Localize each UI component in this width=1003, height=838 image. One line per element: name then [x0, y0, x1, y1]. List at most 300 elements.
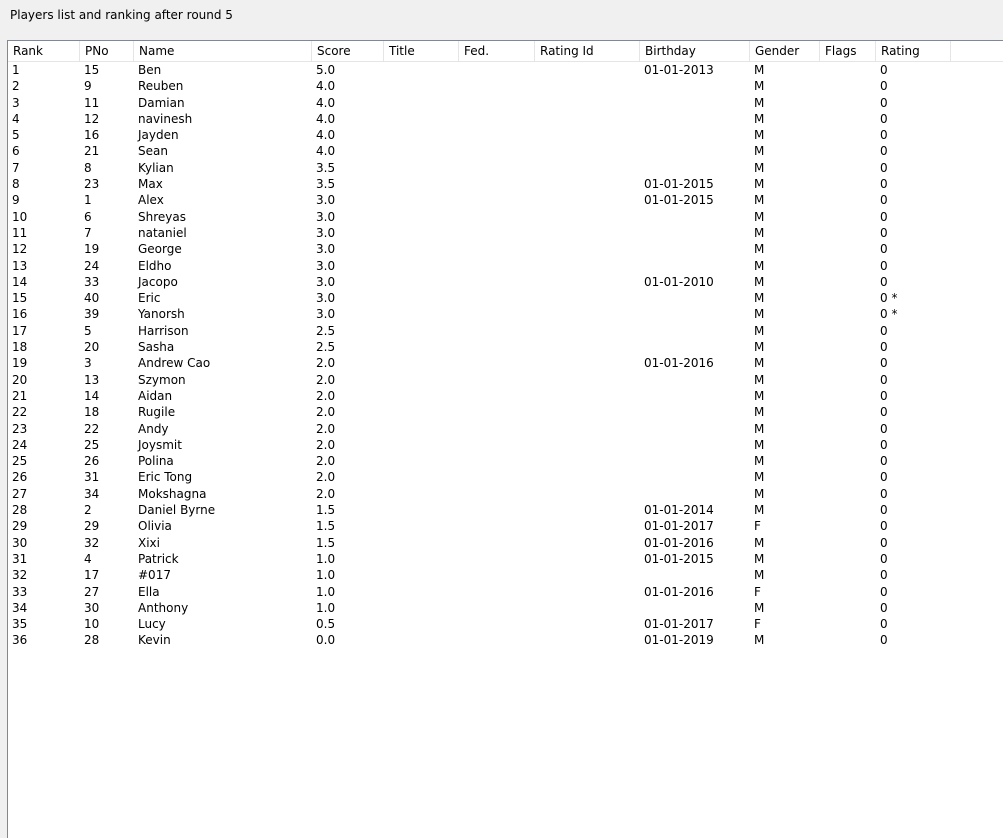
cell-pno: 25: [84, 437, 100, 452]
cell-gender: M: [754, 79, 765, 94]
cell-title: [384, 209, 459, 225]
cell-fed: [459, 632, 535, 648]
cell-gender: M: [754, 144, 765, 159]
column-header-rank[interactable]: Rank: [8, 41, 80, 61]
cell-fed: [459, 95, 535, 111]
cell-score: 2.0: [316, 470, 336, 485]
table-row[interactable]: [8, 469, 1003, 485]
table-row[interactable]: [8, 306, 1003, 322]
cell-gender: M: [754, 503, 765, 518]
cell-birthday: [640, 306, 750, 322]
table-row[interactable]: [8, 176, 1003, 192]
cell-score: 2.0: [316, 486, 336, 501]
cell-title: [384, 551, 459, 567]
cell-name: Andrew Cao: [138, 356, 211, 371]
cell-pno: 21: [84, 144, 100, 159]
cell-flags: [820, 551, 876, 567]
cell-birthday: [640, 421, 750, 437]
cell-birthday: [640, 323, 750, 339]
cell-fed: [459, 290, 535, 306]
cell-flags: [820, 486, 876, 502]
cell-gender: M: [754, 95, 765, 110]
table-row[interactable]: [8, 584, 1003, 600]
cell-rank: 7: [12, 160, 20, 175]
cell-score: 2.0: [316, 372, 336, 387]
cell-rating-id: [535, 535, 640, 551]
table-row[interactable]: [8, 616, 1003, 632]
list-header: [8, 41, 1003, 62]
table-row[interactable]: [8, 143, 1003, 159]
cell-rank: 11: [12, 225, 28, 240]
cell-birthday: 01-01-2015: [644, 177, 714, 192]
cell-title: [384, 111, 459, 127]
cell-rating-id: [535, 616, 640, 632]
cell-birthday: [640, 469, 750, 485]
cell-rank: 18: [12, 340, 28, 355]
cell-fed: [459, 453, 535, 469]
cell-rating: 0: [880, 584, 888, 599]
table-row[interactable]: [8, 600, 1003, 616]
cell-birthday: 01-01-2017: [644, 617, 714, 632]
cell-score: 2.5: [316, 340, 336, 355]
cell-name: Eric: [138, 291, 161, 306]
cell-gender: M: [754, 568, 765, 583]
cell-score: 3.0: [316, 258, 336, 273]
cell-fed: [459, 62, 535, 78]
table-row[interactable]: [8, 339, 1003, 355]
cell-name: Olivia: [138, 519, 172, 534]
cell-birthday: 01-01-2017: [644, 519, 714, 534]
cell-gender: F: [754, 617, 761, 632]
cell-name: #017: [138, 568, 171, 583]
cell-gender: M: [754, 405, 765, 420]
cell-rating-id: [535, 209, 640, 225]
cell-rating: 0: [880, 421, 888, 436]
cell-rating: 0: [880, 274, 888, 289]
cell-pno: 11: [84, 95, 100, 110]
cell-rating: 0: [880, 242, 888, 257]
cell-pno: 24: [84, 258, 100, 273]
cell-birthday: [640, 486, 750, 502]
cell-gender: M: [754, 323, 765, 338]
cell-rating-id: [535, 404, 640, 420]
cell-gender: F: [754, 584, 761, 599]
cell-gender: M: [754, 258, 765, 273]
cell-title: [384, 127, 459, 143]
cell-fed: [459, 274, 535, 290]
cell-rank: 30: [12, 535, 28, 550]
cell-title: [384, 355, 459, 371]
cell-rating: 0 *: [880, 291, 898, 306]
cell-rating: 0: [880, 617, 888, 632]
cell-rating-id: [535, 127, 640, 143]
cell-flags: [820, 143, 876, 159]
table-row[interactable]: [8, 437, 1003, 453]
cell-flags: [820, 290, 876, 306]
cell-name: Yanorsh: [138, 307, 185, 322]
column-header-rating-id[interactable]: Rating Id: [535, 41, 640, 61]
cell-rating: 0: [880, 486, 888, 501]
table-row[interactable]: [8, 225, 1003, 241]
cell-rating: 0: [880, 79, 888, 94]
cell-title: [384, 78, 459, 94]
table-row[interactable]: [8, 535, 1003, 551]
cell-fed: [459, 421, 535, 437]
column-header-rating[interactable]: Rating: [876, 41, 951, 61]
cell-pno: 22: [84, 421, 100, 436]
cell-rating: 0: [880, 356, 888, 371]
cell-pno: 2: [84, 503, 92, 518]
cell-pno: 1: [84, 193, 92, 208]
cell-fed: [459, 437, 535, 453]
cell-rank: 36: [12, 633, 28, 648]
cell-fed: [459, 209, 535, 225]
cell-rating: 0: [880, 193, 888, 208]
table-row[interactable]: [8, 486, 1003, 502]
table-row[interactable]: [8, 372, 1003, 388]
cell-rating-id: [535, 78, 640, 94]
cell-pno: 20: [84, 340, 100, 355]
cell-fed: [459, 339, 535, 355]
cell-flags: [820, 339, 876, 355]
cell-rank: 16: [12, 307, 28, 322]
cell-name: Reuben: [138, 79, 184, 94]
cell-rank: 25: [12, 454, 28, 469]
cell-gender: M: [754, 454, 765, 469]
cell-score: 3.5: [316, 160, 336, 175]
cell-score: 1.0: [316, 600, 336, 615]
table-row[interactable]: [8, 518, 1003, 534]
cell-gender: M: [754, 356, 765, 371]
cell-rating: 0: [880, 209, 888, 224]
cell-rank: 21: [12, 388, 28, 403]
cell-name: Damian: [138, 95, 185, 110]
cell-flags: [820, 192, 876, 208]
cell-title: [384, 95, 459, 111]
cell-fed: [459, 323, 535, 339]
cell-name: Kylian: [138, 160, 174, 175]
cell-fed: [459, 160, 535, 176]
cell-rank: 29: [12, 519, 28, 534]
cell-fed: [459, 388, 535, 404]
column-header-fed[interactable]: Fed.: [459, 41, 535, 61]
cell-flags: [820, 111, 876, 127]
cell-birthday: [640, 339, 750, 355]
cell-rating-id: [535, 502, 640, 518]
table-row[interactable]: [8, 323, 1003, 339]
cell-flags: [820, 567, 876, 583]
cell-fed: [459, 469, 535, 485]
cell-pno: 39: [84, 307, 100, 322]
cell-gender: M: [754, 242, 765, 257]
cell-rank: 10: [12, 209, 28, 224]
cell-birthday: 01-01-2016: [644, 535, 714, 550]
cell-name: Andy: [138, 421, 169, 436]
cell-fed: [459, 176, 535, 192]
cell-fed: [459, 78, 535, 94]
table-row[interactable]: [8, 632, 1003, 648]
cell-rating: 0: [880, 95, 888, 110]
cell-pno: 33: [84, 274, 100, 289]
table-row[interactable]: [8, 62, 1003, 78]
cell-flags: [820, 306, 876, 322]
table-row[interactable]: [8, 160, 1003, 176]
table-row[interactable]: [8, 421, 1003, 437]
cell-title: [384, 274, 459, 290]
column-header-name[interactable]: Name: [134, 41, 312, 61]
cell-rating-id: [535, 111, 640, 127]
cell-flags: [820, 127, 876, 143]
cell-rating: 0: [880, 633, 888, 648]
cell-rating-id: [535, 176, 640, 192]
table-row[interactable]: [8, 453, 1003, 469]
cell-fed: [459, 225, 535, 241]
cell-flags: [820, 616, 876, 632]
cell-score: 4.0: [316, 111, 336, 126]
cell-pno: 15: [84, 63, 100, 77]
cell-rating-id: [535, 290, 640, 306]
cell-score: 3.0: [316, 242, 336, 257]
cell-rating: 0: [880, 600, 888, 615]
cell-birthday: [640, 127, 750, 143]
cell-rating-id: [535, 95, 640, 111]
cell-title: [384, 160, 459, 176]
cell-flags: [820, 225, 876, 241]
cell-title: [384, 567, 459, 583]
cell-fed: [459, 584, 535, 600]
cell-fed: [459, 486, 535, 502]
cell-flags: [820, 535, 876, 551]
cell-rating: 0: [880, 503, 888, 518]
cell-score: 2.0: [316, 421, 336, 436]
cell-name: Sean: [138, 144, 168, 159]
cell-pno: 9: [84, 79, 92, 94]
cell-name: Joysmit: [138, 437, 182, 452]
cell-title: [384, 469, 459, 485]
cell-flags: [820, 600, 876, 616]
cell-gender: F: [754, 519, 761, 534]
cell-birthday: [640, 143, 750, 159]
table-row[interactable]: [8, 241, 1003, 257]
cell-rating-id: [535, 421, 640, 437]
cell-name: Ella: [138, 584, 160, 599]
cell-flags: [820, 241, 876, 257]
cell-flags: [820, 518, 876, 534]
column-header-score[interactable]: Score: [312, 41, 384, 61]
cell-rating-id: [535, 518, 640, 534]
cell-pno: 16: [84, 128, 100, 143]
cell-rank: 27: [12, 486, 28, 501]
cell-pno: 31: [84, 470, 100, 485]
cell-pno: 7: [84, 225, 92, 240]
cell-fed: [459, 241, 535, 257]
cell-rank: 22: [12, 405, 28, 420]
table-row[interactable]: [8, 127, 1003, 143]
column-header-birthday[interactable]: Birthday: [640, 41, 750, 61]
cell-score: 3.5: [316, 177, 336, 192]
table-row[interactable]: [8, 78, 1003, 94]
table-row[interactable]: [8, 551, 1003, 567]
cell-name: navinesh: [138, 111, 193, 126]
cell-score: 3.0: [316, 274, 336, 289]
cell-rating: 0: [880, 535, 888, 550]
cell-fed: [459, 535, 535, 551]
cell-name: Shreyas: [138, 209, 186, 224]
cell-birthday: 01-01-2014: [644, 503, 714, 518]
cell-birthday: 01-01-2019: [644, 633, 714, 648]
cell-rating-id: [535, 143, 640, 159]
cell-fed: [459, 143, 535, 159]
cell-flags: [820, 632, 876, 648]
table-row[interactable]: [8, 274, 1003, 290]
cell-title: [384, 339, 459, 355]
cell-title: [384, 225, 459, 241]
cell-pno: 34: [84, 486, 100, 501]
cell-birthday: [640, 95, 750, 111]
cell-title: [384, 453, 459, 469]
cell-fed: [459, 258, 535, 274]
cell-rating: 0: [880, 111, 888, 126]
table-row[interactable]: [8, 258, 1003, 274]
cell-rank: 15: [12, 291, 28, 306]
cell-fed: [459, 127, 535, 143]
cell-birthday: [640, 78, 750, 94]
cell-flags: [820, 372, 876, 388]
column-header-gender[interactable]: Gender: [750, 41, 820, 61]
cell-score: 4.0: [316, 128, 336, 143]
cell-rating: 0: [880, 144, 888, 159]
table-row[interactable]: [8, 502, 1003, 518]
cell-birthday: 01-01-2010: [644, 274, 714, 289]
cell-pno: 13: [84, 372, 100, 387]
cell-birthday: [640, 225, 750, 241]
column-header-pno[interactable]: PNo: [80, 41, 134, 61]
cell-flags: [820, 469, 876, 485]
cell-fed: [459, 502, 535, 518]
cell-rating: 0: [880, 258, 888, 273]
cell-name: Sasha: [138, 340, 175, 355]
cell-rank: 4: [12, 111, 20, 126]
cell-title: [384, 518, 459, 534]
table-row[interactable]: [8, 192, 1003, 208]
cell-flags: [820, 584, 876, 600]
table-row[interactable]: [8, 290, 1003, 306]
cell-birthday: [640, 241, 750, 257]
cell-flags: [820, 78, 876, 94]
cell-title: [384, 290, 459, 306]
cell-name: Daniel Byrne: [138, 503, 216, 518]
cell-flags: [820, 274, 876, 290]
cell-score: 0.5: [316, 617, 336, 632]
cell-gender: M: [754, 291, 765, 306]
cell-title: [384, 323, 459, 339]
cell-birthday: 01-01-2015: [644, 193, 714, 208]
cell-score: 3.0: [316, 209, 336, 224]
cell-title: [384, 241, 459, 257]
cell-name: Mokshagna: [138, 486, 207, 501]
cell-title: [384, 372, 459, 388]
cell-birthday: [640, 453, 750, 469]
cell-title: [384, 535, 459, 551]
cell-rating-id: [535, 339, 640, 355]
cell-score: 1.5: [316, 519, 336, 534]
cell-rating: 0: [880, 470, 888, 485]
cell-name: Xixi: [138, 535, 160, 550]
cell-rating-id: [535, 453, 640, 469]
table-row[interactable]: [8, 355, 1003, 371]
cell-flags: [820, 258, 876, 274]
cell-rating: 0: [880, 388, 888, 403]
cell-flags: [820, 62, 876, 78]
cell-pno: 6: [84, 209, 92, 224]
cell-flags: [820, 453, 876, 469]
cell-flags: [820, 355, 876, 371]
cell-rating-id: [535, 62, 640, 78]
cell-flags: [820, 437, 876, 453]
cell-name: nataniel: [138, 225, 187, 240]
cell-fed: [459, 404, 535, 420]
cell-flags: [820, 176, 876, 192]
table-row[interactable]: [8, 95, 1003, 111]
cell-rating: 0: [880, 160, 888, 175]
cell-gender: M: [754, 340, 765, 355]
cell-rank: 34: [12, 600, 28, 615]
cell-score: 2.0: [316, 388, 336, 403]
cell-fed: [459, 551, 535, 567]
column-header-title[interactable]: Title: [384, 41, 459, 61]
cell-gender: M: [754, 551, 765, 566]
cell-birthday: [640, 290, 750, 306]
cell-name: Patrick: [138, 551, 179, 566]
cell-score: 3.0: [316, 225, 336, 240]
cell-rating-id: [535, 160, 640, 176]
cell-flags: [820, 502, 876, 518]
table-row[interactable]: [8, 111, 1003, 127]
cell-title: [384, 258, 459, 274]
players-list[interactable]: [7, 40, 1003, 838]
cell-rating-id: [535, 486, 640, 502]
table-row[interactable]: [8, 567, 1003, 583]
cell-pno: 10: [84, 617, 100, 632]
cell-name: Anthony: [138, 600, 189, 615]
cell-score: 1.0: [316, 551, 336, 566]
cell-gender: M: [754, 225, 765, 240]
cell-name: Aidan: [138, 388, 173, 403]
column-header-flags[interactable]: Flags: [820, 41, 876, 61]
cell-birthday: [640, 258, 750, 274]
cell-rating: 0: [880, 551, 888, 566]
cell-pno: 5: [84, 323, 92, 338]
cell-title: [384, 388, 459, 404]
cell-title: [384, 600, 459, 616]
cell-rank: 14: [12, 274, 28, 289]
cell-title: [384, 616, 459, 632]
cell-rank: 35: [12, 617, 28, 632]
cell-name: Max: [138, 177, 163, 192]
cell-fed: [459, 518, 535, 534]
cell-score: 4.0: [316, 79, 336, 94]
cell-pno: 12: [84, 111, 100, 126]
cell-rating: 0: [880, 568, 888, 583]
cell-name: Kevin: [138, 633, 171, 648]
cell-pno: 23: [84, 177, 100, 192]
table-row[interactable]: [8, 404, 1003, 420]
cell-title: [384, 421, 459, 437]
cell-pno: 29: [84, 519, 100, 534]
cell-rank: 8: [12, 177, 20, 192]
table-row[interactable]: [8, 209, 1003, 225]
table-row[interactable]: [8, 388, 1003, 404]
